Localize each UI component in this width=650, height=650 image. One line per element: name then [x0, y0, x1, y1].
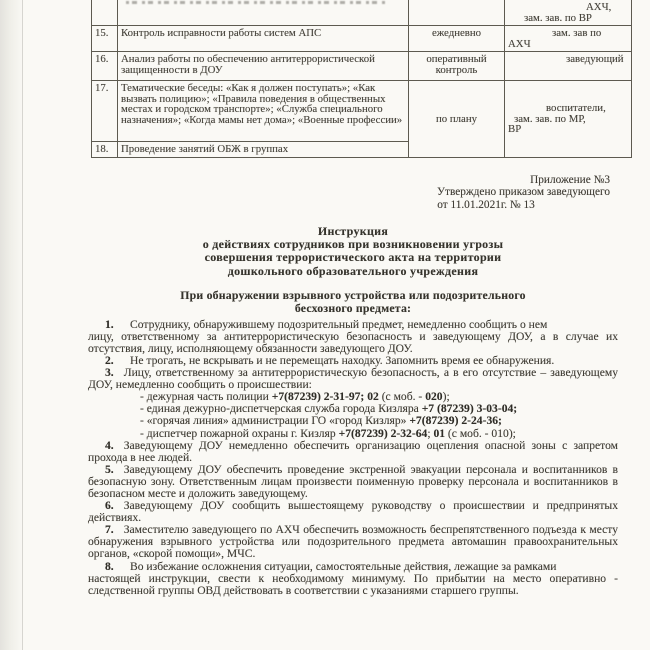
responsible-line: заведующий: [566, 53, 624, 65]
item-number: 2.: [105, 353, 114, 367]
item-text: [88, 500, 618, 524]
instruction-item: [88, 464, 618, 500]
row-number-cell: 17.: [92, 81, 118, 142]
responsible-cell: [505, 52, 632, 81]
instruction-item: [88, 367, 618, 440]
responsible-line: зам. зав по: [552, 27, 602, 39]
text-segment: Лицу, ответственному за антитеррористическую безопасность, а в его отсутствие – заведующему ДОУ, немедленно сообщить о происшествии:: [88, 366, 618, 392]
item-number: 8.: [105, 559, 114, 573]
responsible-line: АХЧ,: [586, 1, 612, 13]
section-heading-line: При обнаружении взрывного устройства или подозрительного: [180, 287, 526, 302]
text-segment: - дежурная часть полиции: [140, 390, 272, 404]
approval-block: [420, 174, 610, 212]
plan-table: [91, 0, 632, 158]
table-row: [92, 26, 632, 52]
row-number-cell: [92, 0, 118, 26]
responsible-line: ВР: [508, 123, 522, 135]
text-segment: Во избежание осложнения ситуации, самостоятельные действия, лежащие за рамками: [130, 559, 557, 573]
instruction-list: [88, 319, 618, 597]
instruction-title: [88, 225, 618, 278]
activity-cell: Тематические беседы: «Как я должен поступать»; «Как вызвать полицию»; «Правила поведения в общественных местах и городском транспорте»; «Служба специального назначения»; «Когда мамы нет дома»; «Военные профессии»: [118, 81, 409, 142]
item-number: 6.: [105, 499, 114, 513]
section-heading-line: бесхозного предмета:: [294, 300, 412, 315]
instruction-item: [88, 524, 618, 560]
text-segment: (с моб. - 010);: [445, 426, 516, 440]
text-segment: ;: [427, 426, 434, 440]
item-number: 3.: [105, 366, 114, 380]
responsible-cell: [505, 81, 632, 158]
text-segment: Сотруднику, обнаружившему подозрительный предмет, немедленно сообщить о нем: [130, 317, 548, 331]
scan-edge-shadow: [0, 0, 24, 650]
instruction-item: [88, 319, 618, 355]
responsible-cell: [505, 26, 632, 52]
item-continuation: лицу, ответственному за антитеррористическую безопасность и заведующему ДОУ, а в случае их отсутствия, лицу, исполняющему обязанности заведующего ДОУ.: [88, 329, 618, 355]
table-row-partial: [92, 0, 632, 26]
responsible-line: зам. зав. по МР,: [514, 112, 586, 125]
item-text: [88, 319, 618, 331]
text-segment: (с моб. -: [378, 390, 426, 404]
frequency-cell: оперативный контроль: [409, 52, 505, 81]
text-segment: - диспетчер пожарной охраны г. Кизляр: [140, 426, 339, 440]
text-segment: - «горячая линия» администрации ГО «город Кизляр»: [140, 414, 410, 428]
bold-text: 01: [433, 426, 446, 440]
text-segment: Не трогать, не вскрывать и не перемещать находку. Запомнить время ее обнаружения.: [130, 353, 555, 367]
table-row: [92, 81, 632, 142]
item-text: [88, 367, 618, 391]
table-row: [92, 52, 632, 81]
item-number: 5.: [105, 462, 114, 476]
item-number: 7.: [105, 523, 114, 537]
bold-text: 02: [367, 390, 379, 404]
clipped-text-fragment: [126, 1, 386, 4]
item-text: [88, 561, 618, 573]
title-line: о действиях сотрудников при возникновении угрозы: [202, 237, 504, 252]
title-line: совершения террористического акта на территории: [204, 250, 502, 265]
activity-cell: Контроль исправности работы систем АПС: [118, 26, 409, 52]
item-number: 1.: [105, 317, 114, 331]
text-segment: Заведующему ДОУ немедленно обеспечить организацию оцепления опасной зоны с запретом прохода в нее людей.: [88, 438, 618, 464]
appendix-label: Приложение №3: [530, 173, 610, 186]
bold-text: +7 (87239) 3-03-04;: [421, 402, 518, 416]
frequency-cell: ежедневно: [409, 26, 505, 52]
row-number-cell: 16.: [92, 52, 118, 81]
instruction-item: [88, 440, 618, 464]
text-segment: Заведующему ДОУ сообщить вышестоящему руководству о происшествии и предпринятых действиях.: [88, 499, 618, 525]
section-heading: [88, 289, 618, 315]
title-line: Инструкция: [317, 223, 389, 238]
bold-text: +7(87239) 2-24-36;: [409, 414, 502, 428]
responsible-line: АХЧ: [508, 37, 531, 50]
responsible-line: зам. зав. по ВР: [524, 11, 592, 24]
approved-by-line: Утверждено приказом заведующего: [437, 186, 610, 199]
order-date-line: от 11.01.2021г. № 13: [437, 199, 535, 212]
text-segment: Заведующему ДОУ обеспечить проведение экстренной эвакуации персонала и воспитанников в безопасную зону. Ответственным лицам произвести поименную проверку персонала и воспитанников в безопасном месте и доложить заведующему.: [88, 462, 618, 501]
activity-cell: Проведение занятий ОБЖ в группах: [118, 142, 409, 158]
title-line: дошкольного образовательного учреждения: [227, 263, 479, 278]
frequency-cell: [409, 0, 505, 26]
item-text: [88, 440, 618, 464]
item-text: [88, 524, 618, 560]
document-content: [88, 0, 624, 597]
scan-crease-line: [22, 0, 23, 650]
item-text: [88, 464, 618, 500]
item-continuation: настоящей инструкции, свести к необходимому минимуму. По прибытии на место оперативно - следственной группы ОВД действовать в соответствии с указаниями старшего группы.: [88, 571, 618, 597]
frequency-cell: по плану: [409, 81, 505, 158]
bold-text: +7(87239) 2-31-97;: [271, 390, 365, 404]
activity-cell: [118, 0, 409, 26]
text-segment: - единая дежурно-диспетчерская служба города Кизляра: [140, 402, 422, 416]
item-number: 4.: [105, 438, 114, 452]
text-segment: );: [442, 390, 450, 404]
activity-cell: Анализ работы по обеспечению антитеррористической защищенности в ДОУ: [118, 52, 409, 81]
instruction-item: [88, 500, 618, 524]
bold-text: +7(87239) 2-32-64: [338, 426, 428, 440]
instruction-item: [88, 561, 618, 597]
text-segment: Заместителю заведующего по АХЧ обеспечить возможность беспрепятственного подъезда к месту обнаружения взрывного устройства или подозрительного предмета автомашин правоохранительных органов, «скорой помощи», МЧС.: [88, 523, 618, 561]
row-number-cell: 18.: [92, 142, 118, 158]
responsible-cell: [505, 0, 632, 26]
bold-text: 020: [425, 390, 443, 404]
row-number-cell: 15.: [92, 26, 118, 52]
responsible-line: воспитатели,: [546, 102, 606, 114]
